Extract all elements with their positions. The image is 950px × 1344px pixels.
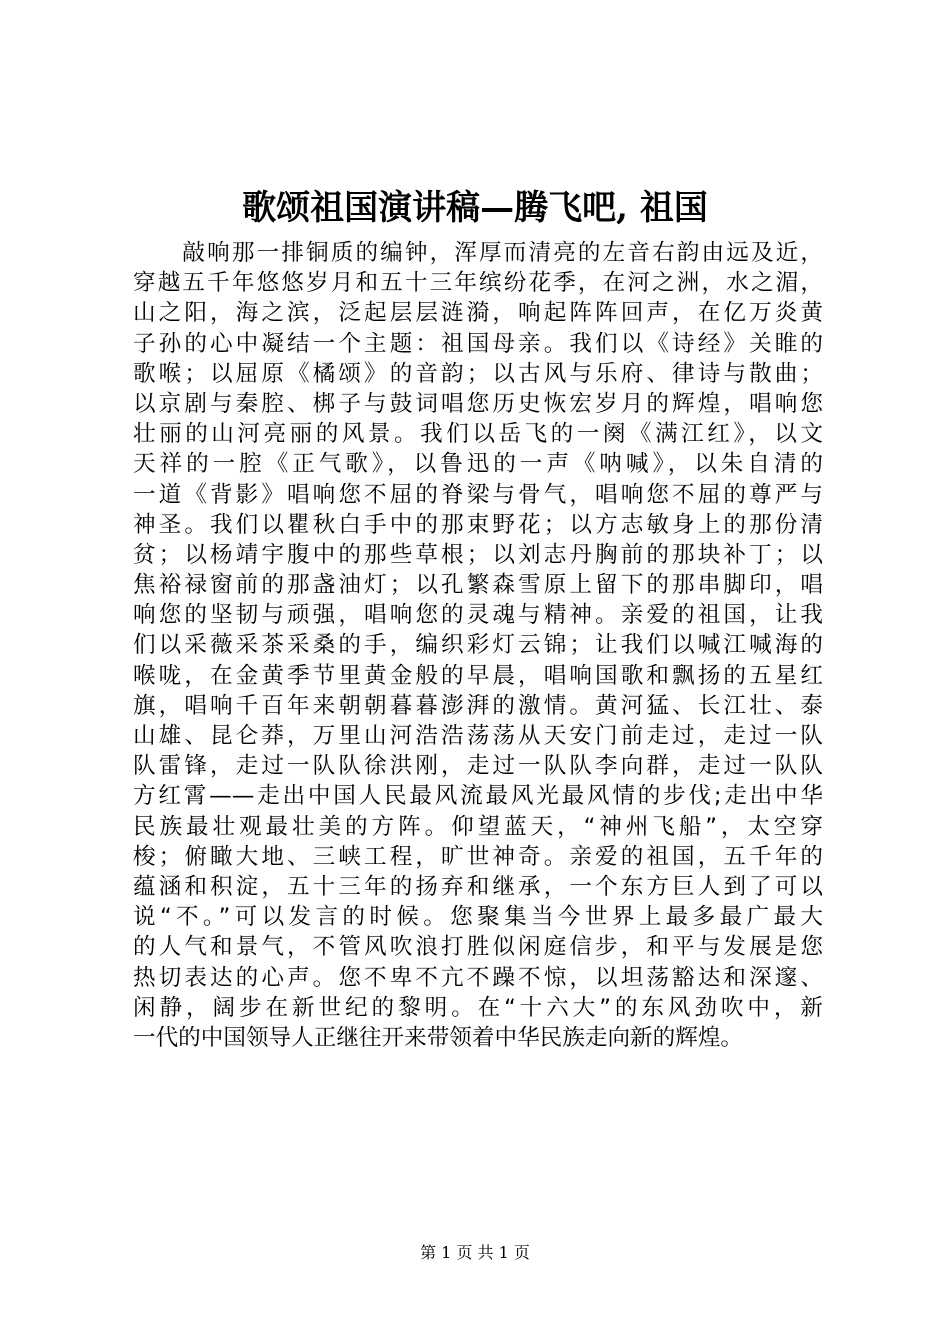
body-text-line: 蕴涵和积淀，五十三年的扬弃和继承，一个东方巨人到了可以 <box>133 873 823 900</box>
body-text-line: 梭；俯瞰大地、三峡工程，旷世神奇。亲爱的祖国，五千年的 <box>133 843 823 870</box>
body-text-line: 以京剧与秦腔、梆子与鼓词唱您历史恢宏岁月的辉煌，唱响您 <box>133 390 823 417</box>
body-text-line: 山之阳，海之滨，泛起层层涟漪，响起阵阵回声，在亿万炎黄 <box>133 300 823 327</box>
body-text-line: 贫；以杨靖宇腹中的那些草根；以刘志丹胸前的那块补丁；以 <box>133 541 823 568</box>
body-text-line: 一代的中国领导人正继往开来带领着中华民族走向新的辉煌。 <box>133 1024 744 1051</box>
body-text-line: 山雄、昆仑莽，万里山河浩浩荡荡从天安门前走过，走过一队 <box>133 723 823 749</box>
body-text-line: 子孙的心中凝结一个主题：祖国母亲。我们以《诗经》关睢的 <box>133 330 823 357</box>
body-text-line: 闲静，阔步在新世纪的黎明。在“十六大”的东风劲吹中，新 <box>133 994 823 1021</box>
document-body <box>133 238 823 1053</box>
body-text-line: 的人气和景气，不管风吹浪打胜似闲庭信步，和平与发展是您 <box>133 934 823 961</box>
body-text-line: 队雷锋，走过一队队徐洪刚，走过一队队李向群，走过一队队 <box>133 753 823 780</box>
body-text-line: 们以采薇采茶采桑的手，编织彩灯云锦；让我们以喊江喊海的 <box>133 632 823 659</box>
body-text-line: 穿越五千年悠悠岁月和五十三年缤纷花季，在河之洲，水之湄， <box>133 270 823 297</box>
body-text-line: 敲响那一排铜质的编钟，浑厚而清亮的左音右韵由远及近， <box>133 240 823 266</box>
body-text-line: 歌喉；以屈原《橘颂》的音韵；以古风与乐府、律诗与散曲； <box>133 360 823 387</box>
body-text-line: 民族最壮观最壮美的方阵。仰望蓝天，“神州飞船”，太空穿 <box>133 813 823 840</box>
body-text-line: 壮丽的山河亮丽的风景。我们以岳飞的一阕《满江红》，以文 <box>133 421 823 448</box>
body-text-line: 焦裕禄窗前的那盏油灯；以孔繁森雪原上留下的那串脚印，唱 <box>133 572 823 599</box>
body-text-line: 旗，唱响千百年来朝朝暮暮澎湃的激情。黄河猛、长江壮、泰 <box>133 692 823 719</box>
page-footer: 第 1 页 共 1 页 <box>420 1243 530 1262</box>
body-text-line: 喉咙，在金黄季节里黄金般的早晨，唱响国歌和飘扬的五星红 <box>133 662 823 689</box>
body-text-line: 方红霄——走出中国人民最风流最风光最风情的步伐;走出中华 <box>133 783 823 810</box>
body-text-line: 热切表达的心声。您不卑不亢不躁不惊，以坦荡豁达和深邃、 <box>133 964 823 991</box>
body-text-line: 响您的坚韧与顽强，唱响您的灵魂与精神。亲爱的祖国，让我 <box>133 602 823 629</box>
body-text-line: 一道《背影》唱响您不屈的脊梁与骨气，唱响您不屈的尊严与 <box>133 481 823 508</box>
body-text-line: 神圣。我们以瞿秋白手中的那束野花；以方志敏身上的那份清 <box>133 511 823 538</box>
body-text-line: 说“不。”可以发言的时候。您聚集当今世界上最多最广最大 <box>133 904 823 931</box>
document-title: 歌颂祖国演讲稿—腾飞吧, 祖国 <box>242 188 708 228</box>
body-text-line: 天祥的一腔《正气歌》，以鲁迅的一声《呐喊》，以朱自清的 <box>133 451 823 478</box>
